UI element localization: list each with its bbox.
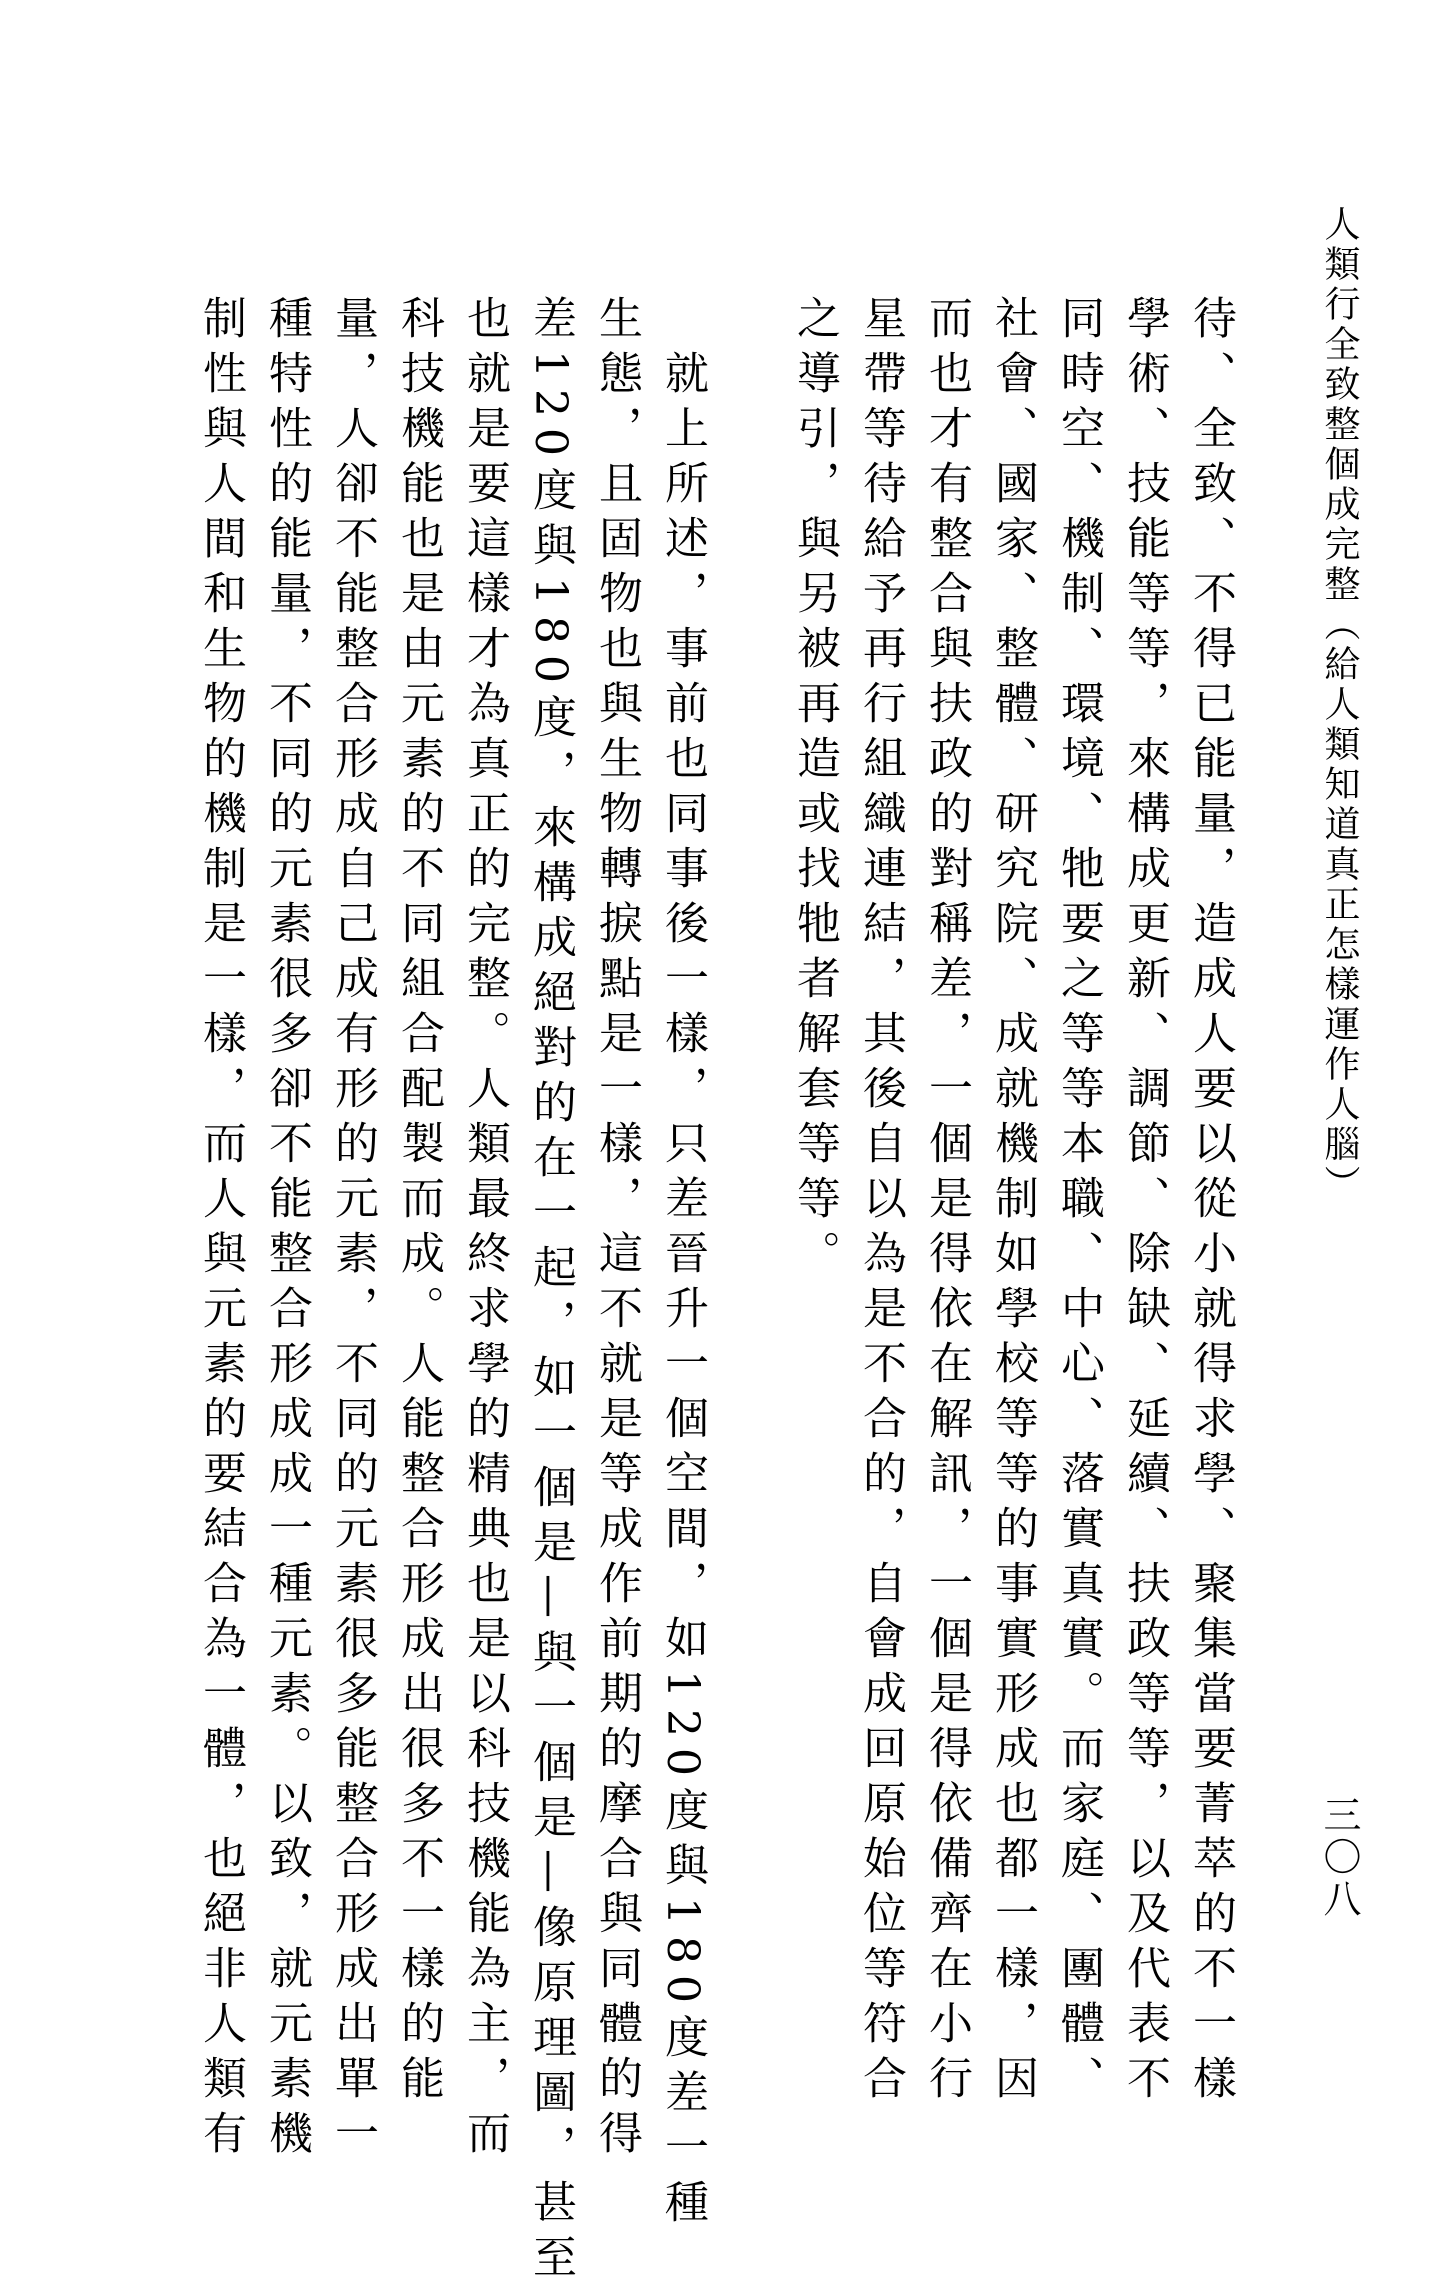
text-column-16: 制性與人間和生物的機制是一樣，而人與元素的要結合為一體，也絕非人類有 bbox=[195, 295, 246, 2165]
text-column-8 bbox=[722, 295, 774, 1825]
text-column-2: 學術、技能等等，來構成更新、調節、除缺、延續、扶政等等，以及代表不 bbox=[1119, 295, 1170, 2110]
text-column-9: 就上所述，事前也同事後一樣，只差晉升一個空間，如120度與180度差一種 bbox=[657, 295, 708, 2234]
text-column-13: 科技機能也是由元素的不同組合配製而成。人能整合形成出很多不一樣的能 bbox=[393, 295, 444, 2110]
text-column-7: 之導引，與另被再造或找牠者解套等等。 bbox=[789, 295, 840, 1285]
page-number: 三〇八 bbox=[1317, 1795, 1361, 1921]
text-column-15: 種特性的能量，不同的元素很多卻不能整合形成成一種元素。以致，就元素機 bbox=[261, 295, 312, 2165]
text-column-3: 同時空、機制、環境、牠要之等等本職、中心、落實真實。而家庭、團體、 bbox=[1053, 295, 1104, 2110]
text-column-12: 也就是要這樣才為真正的完整。人類最終求學的精典也是以科技機能為主，而 bbox=[459, 295, 510, 2165]
text-column-10: 生態，且固物也與生物轉捩點是一樣，這不就是等成作前期的摩合與同體的得 bbox=[591, 295, 642, 2165]
text-column-4: 社會、國家、整體、研究院、成就機制如學校等等的事實形成也都一樣，因 bbox=[987, 295, 1038, 2110]
running-header: 人類行全致整個成完整（給人類知道真正怎樣運作人腦） bbox=[1319, 205, 1360, 1205]
text-column-6: 星帶等待給予再行組織連結，其後自以為是不合的，自會成回原始位等符合 bbox=[855, 295, 906, 2110]
text-column-11: 差120度與180度，來構成絕對的在一起，如一個是—與一個是—像原理圖，甚至 bbox=[525, 295, 576, 2289]
text-column-1: 待、全致、不得已能量，造成人要以從小就得求學、聚集當要菁萃的不一樣 bbox=[1185, 295, 1236, 2110]
text-column-5: 而也才有整合與扶政的對稱差，一個是得依在解訊，一個是得依備齊在小行 bbox=[921, 295, 972, 2110]
text-column-14: 量，人卻不能整合形成自己成有形的元素，不同的元素很多能整合形成出單一 bbox=[327, 295, 378, 2165]
